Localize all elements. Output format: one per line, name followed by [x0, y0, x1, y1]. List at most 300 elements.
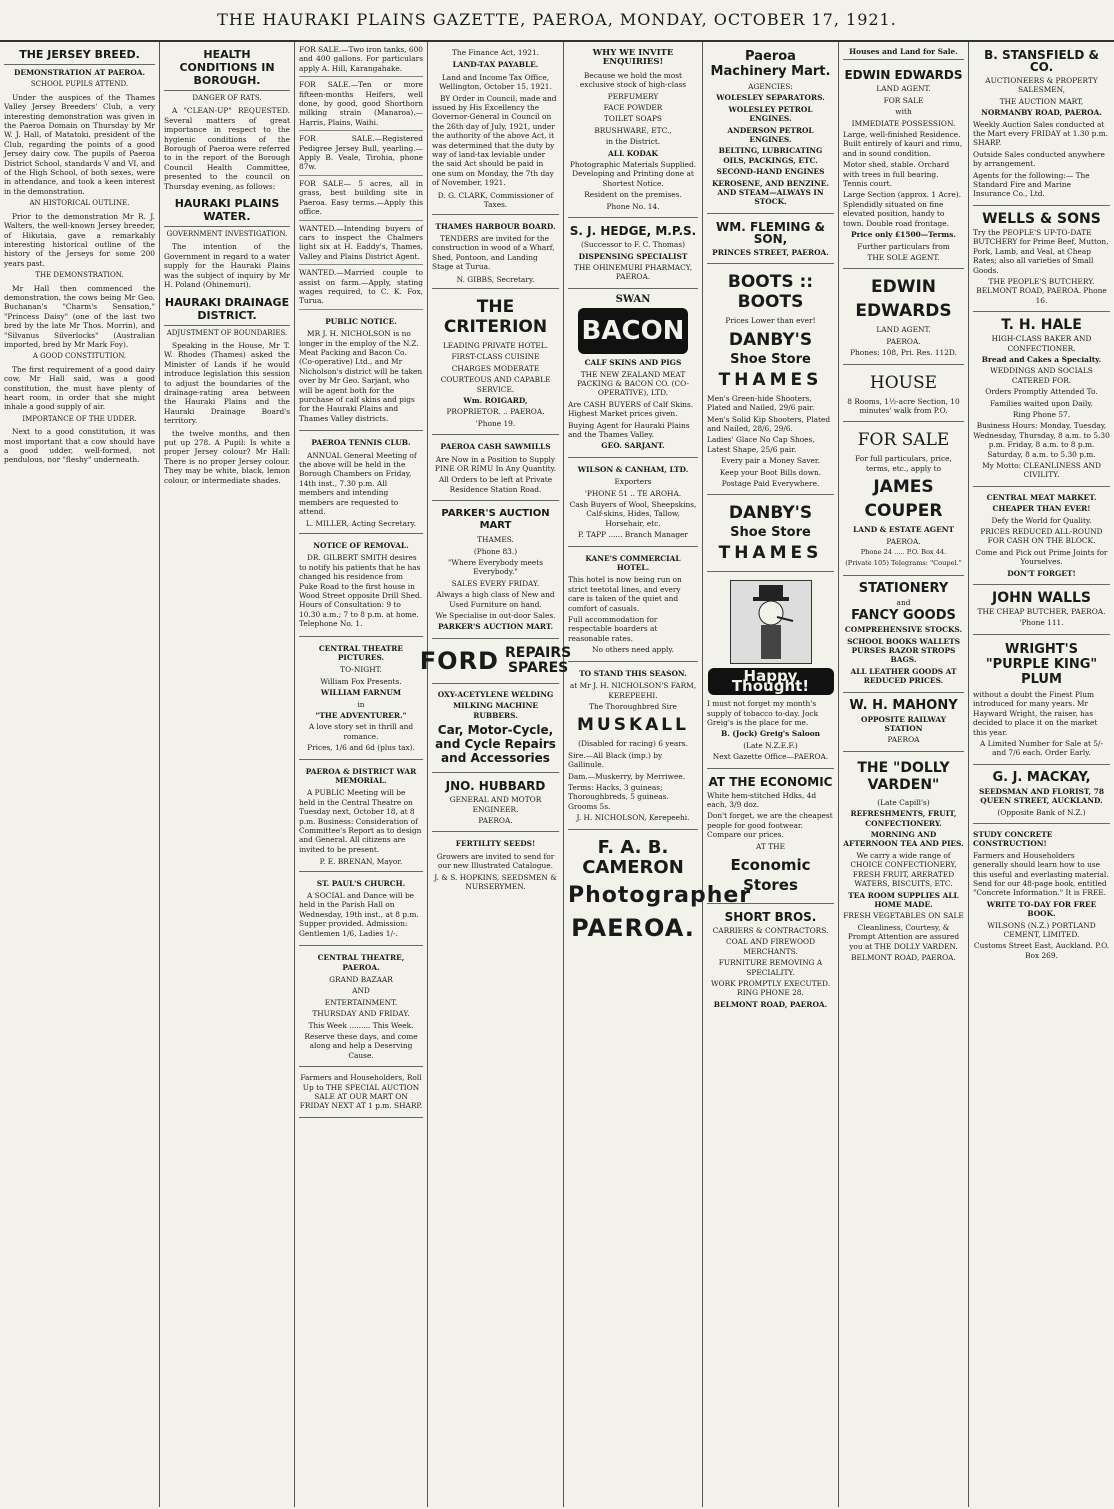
- ad-line: BRUSHWARE, ETC.,: [594, 125, 672, 135]
- notice-body: A PUBLIC Meeting will be held in the Central Theatre on Tuesday next, October 18, at 8 p.m. Business: Consideration of Committee's Report as to design and General. All citizens are invited to be present.: [299, 788, 422, 854]
- ad-title: B. STANSFIELD & CO.: [984, 48, 1099, 74]
- ad-line: TEA ROOM SUPPLIES ALL HOME MADE.: [848, 890, 959, 909]
- ad-line: For full particulars, price, terms, etc., apply to: [855, 454, 952, 473]
- ad-line: PAEROA.: [478, 815, 513, 825]
- stationery-ad: [843, 576, 964, 693]
- ad-line: ANDERSON PETROL ENGINES.: [727, 125, 814, 145]
- ad-line: ENTERTAINMENT.: [324, 997, 398, 1007]
- ad-line: THAMES: [718, 543, 823, 564]
- notice-signature: D. G. CLARK, Commissioner of Taxes.: [437, 190, 554, 210]
- ad-line: Next Gazette Office—PAEROA.: [712, 752, 829, 762]
- tennis-club-notice: [299, 431, 423, 534]
- notice-signature: L. MILLER, Acting Secretary.: [305, 519, 417, 529]
- ad-title: PARKER'S AUCTION MART: [441, 508, 550, 532]
- article-subhead: A GOOD CONSTITUTION.: [32, 352, 127, 361]
- ad-line: WILSONS (N.Z.) PORTLAND CEMENT, LIMITED.: [987, 920, 1096, 939]
- ad-line: THE PEOPLE'S BUTCHERY. BELMONT ROAD, PAEROA. Phone 16.: [976, 276, 1107, 305]
- ad-line: FRESH VEGETABLES ON SALE: [843, 911, 964, 921]
- ad-line: BELMONT ROAD, PAEROA.: [713, 999, 828, 1009]
- smoker-figure-icon: [731, 581, 811, 663]
- ad-title: WELLS & SONS: [982, 210, 1101, 227]
- article-paragraph: Under the auspices of the Thames Valley Jersey Breeders' Club, a very interesting demonstration was given in the Paeroa Domain on Thursday by Mr W. J. Hall, of Matatoki, president of the Club, regarding the points of a good Jersey dairy cow. The pupils of Paeroa District School, standards V and VI, and of the High School, of both sexes, were in attendance, and took a keen interest in the demonstration.: [4, 92, 155, 196]
- purple-king-plum-ad: [973, 635, 1110, 765]
- ad-line: (Late N.Z.E.F.): [743, 740, 798, 750]
- church-notice: [299, 872, 423, 946]
- ad-title: T. H. HALE: [1001, 317, 1082, 334]
- ad-line: FIRST-CLASS CUISINE: [451, 352, 540, 362]
- ad-line: CHEAPER THAN EVER!: [992, 504, 1091, 514]
- couper-ad: [843, 422, 964, 575]
- article-subhead: SCHOOL PUPILS ATTEND.: [30, 80, 129, 89]
- land-tax-notice: [432, 42, 559, 215]
- ad-line: CARRIERS & CONTRACTORS.: [712, 926, 829, 936]
- ad-line: (Private 105) Telegrams: "Coupel.": [845, 559, 962, 568]
- auction-notice: [299, 1067, 423, 1118]
- ad-line: Try the PEOPLE'S UP-TO-DATE BUTCHERY for Prime Beef, Mutton, Pork, Lamb, and Veal, at Cheap Rates; also all varieties of Small Goods.: [973, 227, 1109, 275]
- article-subhead: AN HISTORICAL OUTLINE.: [29, 199, 130, 208]
- ad-line: Defy the World for Quality.: [991, 515, 1092, 525]
- ad-line: WORK PROMPTLY EXECUTED. RING PHONE 28.: [710, 979, 831, 998]
- ad-line: Men's Solid Kip Shooters, Plated and Nailed, 28/6, 29/6.: [707, 414, 831, 433]
- enquiries-ad: [568, 42, 698, 218]
- ad-line: Exporters: [614, 477, 652, 487]
- ad-line: Shoe Store: [730, 351, 811, 367]
- notice-title: THAMES HARBOUR BOARD.: [435, 221, 556, 231]
- ad-line: CHARGES MODERATE: [451, 363, 540, 373]
- ad-line: Phones: 108, Pri. Res. 112D.: [850, 348, 957, 358]
- ad-line: Prices, 1/6 and 6d (plus tax).: [307, 743, 415, 753]
- ad-line: Sire.—All Black (imp.) by Gallinule.: [568, 750, 663, 770]
- ad-line: SALES EVERY FRIDAY.: [451, 578, 540, 588]
- ad-title: Paeroa Machinery Mart.: [710, 49, 831, 79]
- ad-line: A Limited Number for Sale at 5/- and 7/6 each. Order Early.: [979, 738, 1103, 758]
- dolly-varden-ad: [843, 752, 964, 969]
- ad-line: OXY-ACETYLENE WELDING: [437, 689, 554, 699]
- swan-bacon-ad: [568, 289, 698, 458]
- ford-logo: FORD: [419, 646, 499, 675]
- column-machinery: [703, 42, 839, 1507]
- article-paragraph: the twelve months, and then put up 278. A Pupil: Is white a proper Jersey colour? Mr Hall: There is no proper Jersey colour. They may be white, black, lemon colour, or intermediate shades.: [164, 428, 290, 485]
- ad-line: TOILET SOAPS: [604, 114, 662, 124]
- article-paragraph: Speaking in the House, Mr T. W. Rhodes (Thames) asked the Minister of Lands if he would introduce legislation this session to adjust the boundaries of the drainage-rating area between the Hauraki Plains and the Hauraki Drainage Board's territory.: [164, 340, 290, 426]
- ad-line: WRITE TO-DAY FOR FREE BOOK.: [986, 899, 1097, 919]
- concrete-ad: [973, 824, 1110, 966]
- ad-line: LAND AGENT.: [876, 84, 931, 94]
- ad-line: SPARES: [507, 660, 569, 677]
- ad-title: CENTRAL THEATRE PICTURES.: [318, 643, 404, 662]
- ad-line: Men's Green-hide Shooters, Plated and Nailed, 29/6 pair.: [707, 393, 815, 413]
- ad-line: FOR SALE: [883, 95, 924, 105]
- column-health-conditions: [160, 42, 295, 1507]
- banner-text: Happy Thought!: [731, 667, 810, 695]
- ad-line: MILKING MACHINE RUBBERS.: [453, 701, 538, 720]
- ad-line: A love story set in thrill and romance.: [308, 722, 414, 741]
- ad-line: P. TAPP ...... Branch Manager: [578, 530, 688, 540]
- ad-line: DANBY'S: [728, 329, 813, 350]
- ad-line: PERFUMERY: [607, 91, 659, 101]
- auction-mart-ad: [432, 501, 559, 639]
- ad-line: AUCTIONEERS & PROPERTY SALESMEN,: [985, 76, 1098, 95]
- ad-line: Don't forget, we are the cheapest people for good footwear. Compare our prices.: [707, 811, 833, 840]
- ad-line: Phone No. 14.: [606, 201, 660, 211]
- ad-line: 'Phone 19.: [475, 418, 516, 428]
- notice-title: PAEROA TENNIS CLUB.: [311, 438, 411, 448]
- ad-line: THAMES: [718, 369, 823, 390]
- ad-line: AND: [352, 986, 370, 996]
- ad-line: STUDY CONCRETE CONSTRUCTION!: [973, 829, 1053, 849]
- ad-title: HOUSE: [869, 372, 938, 393]
- ad-line: We carry a wide range of CHOICE CONFECTIONERY, FRESH FRUIT, ARERATED WATERS, BISCUITS, ETC.: [850, 850, 957, 889]
- notice-title: PAEROA & DISTRICT WAR MEMORIAL.: [305, 766, 417, 785]
- ad-line: "THE ADVENTURER.": [315, 710, 407, 720]
- notice-title: ST. PAUL'S CHURCH.: [316, 878, 406, 888]
- article-title: HAURAKI DRAINAGE DISTRICT.: [164, 296, 290, 326]
- ad-line: 'PHONE 51 .. TE AROHA.: [584, 488, 682, 498]
- column-notices: [419, 42, 572, 1507]
- ad-line: Every pair a Money Saver.: [721, 456, 820, 466]
- ad-line: FANCY GOODS: [851, 608, 956, 624]
- ad-line: and: [896, 597, 911, 607]
- ad-line: COUPER: [864, 501, 943, 522]
- criterion-hotel-ad: [432, 289, 559, 435]
- ad-line: DANBY'S: [728, 503, 813, 524]
- economic-ad: [707, 769, 834, 904]
- ad-line: AGENCIES:: [748, 82, 793, 91]
- ad-title: F. A. B. CAMERON: [582, 836, 684, 878]
- hubbard-ad: [432, 773, 559, 832]
- danbys-store-ad: [707, 495, 834, 572]
- column-butchers: [969, 42, 1114, 1507]
- ad-line: GEO. SARJANT.: [601, 441, 665, 451]
- ad-title: JNO. HUBBARD: [445, 779, 546, 794]
- ad-line: OPPOSITE RAILWAY STATION: [861, 714, 946, 734]
- masthead-title: THE HAURAKI PLAINS GAZETTE, PAEROA, MONDAY, OCTOBER 17, 1921.: [217, 10, 897, 29]
- ad-line: PROPRIETOR. .. PAEROA.: [446, 407, 545, 417]
- ad-line: Business Hours: Monday, Tuesday, Wednesday, Thursday, 8 a.m. to 5.30 p.m. Friday, 8 a.m. to 8 p.m. Saturday, 8 a.m. to 5.30 p.m.: [973, 421, 1110, 459]
- ad-line: We Specialise in out-door Sales.: [435, 611, 556, 621]
- ad-line: DISPENSING SPECIALIST: [578, 251, 688, 261]
- muskall-ad: [568, 662, 698, 830]
- article-subhead: ADJUSTMENT OF BOUNDARIES.: [166, 328, 288, 337]
- harbour-board-notice: [432, 215, 559, 289]
- notice-body: MR J. H. NICHOLSON is no longer in the employ of the N.Z. Meat Packing and Bacon Co. (Co-operative) Ltd., and Mr Nicholson's district will be taken over by Mr Geo. Sarjant, who will be agent both for the purchase of calf skins and pigs for the Hauraki Plains and Thames Valley districts.: [299, 329, 423, 423]
- ad-line: NORMANBY ROAD, PAEROA.: [981, 108, 1102, 118]
- ad-line: FACE POWDER: [603, 103, 663, 113]
- article-paragraph: The first requirement of a good dairy cow, Mr Hall said, was a good constitution, the must have plenty of heart room, in order that she might inhale a good supply of air.: [4, 364, 155, 412]
- notice-body: A SOCIAL and Dance will be held in the Parish Hall on Wednesday, 19th inst., at 8 p.m. Supper provided. Admission: Gentlemen 1/6, Ladies 1/-.: [299, 891, 419, 938]
- ad-line: All Orders to be left at Private Residence Station Road.: [438, 475, 553, 494]
- ad-title: G. J. MACKAY,: [992, 769, 1091, 785]
- ad-line: Farmers and Householders generally should learn how to use this useful and everlasting material. Send for our 48-page book, entitled "Concrete Information." It is FREE.: [973, 850, 1109, 898]
- ad-line: No others need apply.: [592, 645, 674, 655]
- article-subhead: GOVERNMENT INVESTIGATION.: [166, 230, 288, 239]
- ad-line: GENERAL AND MOTOR ENGINEER.: [449, 795, 542, 814]
- ad-line: Full accommodation for respectable boarders at reasonable rates.: [568, 615, 658, 643]
- ad-line: Come and Pick out Prime Joints for Yourselves.: [975, 547, 1108, 567]
- ad-line: ALL KODAK: [608, 148, 658, 158]
- ad-line: AT THE: [756, 841, 785, 851]
- notice-body: DR. GILBERT SMITH desires to notify his patients that he has changed his residence from Puke Road to the first house in Wood Street opposite Drill Shed. Hours of Consultation: 9 to 10.30 a.m.; 7 to 8 p.m. at home. Telephone No. 1.: [299, 553, 423, 629]
- ad-line: (Late Capill's): [877, 797, 930, 807]
- column-land-agents: [839, 42, 969, 1507]
- ad-line: White hem-stitched Hdks, 4d each, 3/9 doz.: [707, 790, 817, 809]
- article-paragraph: A "CLEAN-UP" REQUESTED. Several matters of great importance in respect to the hygienic conditions of the Borough of Paeroa were referred to in the report of the Borough Council Health Committee, presented to the council on Thursday evening, as follows:: [164, 106, 290, 191]
- ad-line: Outside Sales conducted anywhere by arrangement.: [973, 149, 1105, 169]
- ad-line: PAEROA.: [886, 336, 921, 346]
- ad-line: J. & S. HOPKINS, SEEDSMEN & NURSERYMEN.: [434, 872, 557, 891]
- kanes-hotel-ad: [568, 547, 698, 662]
- ad-line: in the District.: [605, 137, 661, 147]
- ad-line: Always a high class of New and Used Furniture on hand.: [436, 590, 555, 609]
- ad-line: (Phone 83.): [473, 546, 518, 556]
- notice-title: NOTICE OF REMOVAL.: [313, 540, 409, 550]
- sawmills-ad: [432, 435, 559, 501]
- ad-line: William Fox Presents.: [320, 676, 402, 686]
- ad-line: This Week ......... This Week.: [308, 1020, 414, 1030]
- ad-line: HIGH-CLASS BAKER AND CONFECTIONER.: [991, 334, 1092, 353]
- house-ad: [843, 365, 964, 423]
- bacon-logo-text: BACON: [581, 316, 685, 347]
- ad-line: THE OHINEMURI PHARMACY, PAEROA.: [573, 262, 693, 282]
- seeds-ad: [432, 832, 559, 897]
- ad-line: WILLIAM FARNUM: [320, 688, 402, 698]
- ad-line: Ladies' Glace No Cap Shoes, Latest Shape, 25/6 pair.: [707, 435, 815, 454]
- article-title: HAURAKI PLAINS WATER.: [164, 197, 290, 227]
- ad-line: MORNING AND AFTERNOON TEA AND PIES.: [843, 830, 964, 849]
- section-heading: Houses and Land for Sale.: [843, 44, 964, 60]
- ad-line: Agents for the following:— The Standard Fire and Marine Insurance Co., Ltd.: [973, 170, 1090, 199]
- ad-line: at Mr J. H. NICHOLSON'S FARM, KEREPEEHI.: [569, 681, 697, 700]
- notice-body: BY Order in Council, made and issued by His Excellency the Governor-General in Council on the 26th day of July, 1921, under the authority of the above Act, it was determined that the duty by way of land-tax leviable under the said Act should be paid in one sum on Monday, the 7th day of November, 1921.: [432, 93, 557, 188]
- ad-line: Resident on the premises.: [584, 190, 682, 200]
- ad-line: ALL LEATHER GOODS AT REDUCED PRICES.: [850, 666, 957, 686]
- ad-line: EDWARDS: [855, 301, 952, 322]
- hale-bakery-ad: [973, 312, 1110, 487]
- article-paragraph: The intention of the Government in regard to a water supply for the Hauraki Plains was the subject of inquiry by Mr H. Poland (Ohinemuri).: [164, 242, 290, 290]
- edwards-sale-ad: [843, 62, 964, 269]
- ad-line: LAND & ESTATE AGENT: [853, 525, 954, 535]
- ad-line: Shoe Store: [730, 525, 811, 541]
- ad-line: Cleanliness, Courtesy, & Prompt Attention are assured you at THE DOLLY VARDEN.: [847, 922, 960, 951]
- ad-line: GRAND BAZAAR: [329, 974, 393, 984]
- ad-line: This hotel is now being run on strict teetotal lines, and every care is taken of the quiet and comfort of casuals.: [568, 575, 682, 613]
- article-title: HEALTH CONDITIONS IN BOROUGH.: [164, 48, 290, 91]
- ad-line: (Opposite Bank of N.Z.): [997, 807, 1086, 817]
- ad-line: Cash Buyers of Wool, Sheepskins, Calf-skins, Hides, Tallow, Horsehair, etc.: [569, 500, 697, 528]
- fleming-ad: [707, 214, 834, 264]
- ad-line: My Motto: CLEANLINESS AND CIVILITY.: [982, 461, 1101, 480]
- ad-line: Farmers and Householders, Roll Up to THE SPECIAL AUCTION SALE AT OUR MART ON FRIDAY NEXT AT 1 p.m. SHARP.: [299, 1073, 423, 1111]
- ad-line: J. H. NICHOLSON, Kerepeehi.: [576, 813, 690, 823]
- ad-line: SEEDSMAN AND FLORIST, 78 QUEEN STREET, AUCKLAND.: [978, 786, 1104, 806]
- ad-title: W. H. MAHONY: [849, 697, 958, 713]
- john-walls-ad: [973, 585, 1110, 635]
- ad-title: EDWIN EDWARDS: [844, 68, 963, 83]
- ad-line: CENTRAL MEAT MARKET.: [986, 492, 1097, 502]
- happy-thought-banner: [708, 668, 834, 695]
- ad-line: Because we hold the most exclusive stock of high-class: [579, 70, 687, 90]
- ad-line: STATIONERY: [858, 580, 949, 596]
- ad-title: WRIGHT'S "PURPLE KING" PLUM: [985, 641, 1098, 687]
- ad-title: CENTRAL THEATRE, PAEROA.: [317, 953, 405, 972]
- notice-title: PUBLIC NOTICE.: [325, 316, 397, 326]
- ad-line: WOLESLEY PETROL ENGINES.: [728, 104, 813, 124]
- ad-line: BELMONT ROAD, PAEROA.: [851, 952, 956, 962]
- ad-line: SECOND-HAND ENGINES: [716, 167, 825, 177]
- ad-line: (Successor to F. C. Thomas): [580, 240, 686, 250]
- column-pharmacy: [564, 42, 752, 1507]
- ad-line: 8 Rooms, 1½-acre Section, 10 minutes' walk from P.O.: [847, 396, 960, 415]
- ford-ad: [419, 639, 572, 684]
- ad-line: PAEROA: [887, 735, 920, 745]
- ad-title: JOHN WALLS: [992, 590, 1091, 607]
- ad-line: WEDDINGS AND SOCIALS CATERED FOR.: [990, 366, 1093, 385]
- ad-line: Phone 24 ..... P.O. Box 44.: [860, 547, 947, 556]
- ad-line: Bread and Cakes a Specialty.: [981, 354, 1102, 364]
- ad-line: Reserve these days, and come along and help a Deserving Cause.: [304, 1031, 418, 1060]
- ad-line: in: [357, 699, 365, 709]
- ad-title: KANE'S COMMERCIAL HOTEL.: [585, 553, 681, 573]
- article-subhead: THE DEMONSTRATION.: [35, 271, 124, 280]
- mahony-ad: [843, 693, 964, 752]
- ad-line: Orders Promptly Attended To.: [985, 387, 1098, 397]
- ad-line: THE CHEAP BUTCHER, PAEROA.: [977, 607, 1106, 617]
- stansfield-ad: [973, 42, 1110, 206]
- ad-line: Dam.—Muskerry, by Merriwee.: [568, 771, 686, 781]
- ad-line: Keep your Boot Bills down.: [719, 467, 822, 477]
- tobacco-ad: [707, 572, 834, 768]
- ad-line: THE SOLE AGENT.: [867, 252, 940, 262]
- welding-ad: [432, 684, 559, 773]
- theatre-ad: [299, 637, 423, 760]
- article-subhead: DANGER OF RATS.: [192, 94, 262, 102]
- edwards-agent-ad: [843, 269, 964, 364]
- ad-line: Growers are invited to send for our new Illustrated Catalogue.: [436, 851, 555, 871]
- ad-line: REFRESHMENTS, FRUIT, CONFECTIONERY.: [850, 809, 957, 828]
- ad-line: "Where Everybody meets Everybody.": [448, 558, 543, 577]
- wells-sons-ad: [973, 206, 1110, 312]
- classified-ad: FOR SALE.—Registered Pedigree Jersey Bull, yearling.—Apply B. Veale, Tirohia, phone 87w.: [299, 131, 423, 176]
- ad-line: TO-NIGHT.: [340, 665, 382, 675]
- ad-line: LEADING PRIVATE HOTEL.: [442, 340, 549, 350]
- danbys-boots-ad: [707, 264, 834, 495]
- ad-line: Car, Motor-Cycle, and Cycle Repairs and Accessories: [435, 723, 556, 766]
- ad-line: EDWIN: [870, 277, 937, 298]
- ad-line: Wm. ROIGARD,: [463, 395, 528, 405]
- ad-line: LAND AGENT.: [876, 325, 931, 335]
- notice-signature: P. E. BRENAN, Mayor.: [319, 857, 403, 867]
- removal-notice: [299, 534, 423, 637]
- notice-title: LAND-TAX PAYABLE.: [452, 60, 539, 70]
- short-bros-ad: [707, 904, 834, 1015]
- ad-line: CALF SKINS AND PIGS: [584, 358, 682, 368]
- column-classifieds: [295, 42, 428, 1507]
- ad-line: Large Section (approx. 1 Acre). Splendidly situated on fine elevated position, handy to town. Double road frontage.: [843, 190, 962, 228]
- ad-line: Weekly Auction Sales conducted at the Mart every FRIDAY at 1.30 p.m. SHARP.: [973, 119, 1109, 148]
- ad-line: THE NEW ZEALAND MEAT PACKING & BACON CO. (CO-OPERATIVE), LTD.: [576, 369, 690, 398]
- ad-line: PAEROA.: [886, 536, 921, 546]
- ad-line: JAMES: [873, 477, 934, 498]
- machinery-mart-ad: [707, 42, 834, 214]
- ad-line: Photographer: [568, 882, 752, 908]
- classified-ad: FOR SALE.—Ten or more fifteen-months Heifers, well done, by good, good Shorthorn milking strain (Manaroa).—Harris, Plains, Waihi.: [299, 77, 423, 131]
- bacon-logo: [578, 308, 688, 354]
- classified-ad: FOR SALE— 5 acres, all in grass, best building site in Paeroa. Easy terms.—Apply this office.: [299, 176, 423, 221]
- ad-line: SCHOOL BOOKS WALLETS PURSES RAZOR STROPS BAGS.: [847, 636, 960, 665]
- wilson-canham-ad: [568, 458, 698, 547]
- ad-line: DON'T FORGET!: [1007, 568, 1076, 578]
- ad-line: Ring Phone 57.: [1012, 409, 1071, 419]
- public-notice: [299, 310, 423, 431]
- ad-line: SWAN: [615, 293, 651, 305]
- ad-title: TO STAND THIS SEASON.: [579, 668, 687, 678]
- ad-line: WOLESLEY SEPARATORS.: [716, 93, 825, 103]
- article-paragraph: Prior to the demonstration Mr R. J. Walters, the well-known Jersey breeder, of Hikutaia, gave a remarkably interesting historical outline of the history of the Jerseys for some 200 years past.: [4, 211, 155, 268]
- ad-line: PARKER'S AUCTION MART.: [437, 622, 554, 632]
- smoker-illustration: [730, 580, 812, 664]
- ad-line: Land and Income Tax Office, Wellington, October 15, 1921.: [439, 72, 552, 92]
- ad-line: Further particulars from: [857, 241, 950, 251]
- ad-line: Families waited upon Daily.: [990, 398, 1093, 408]
- ad-line: (Disabled for racing) 6 years.: [578, 739, 688, 749]
- article-paragraph: Next to a good constitution, it was most important that a cow should have a good udder, well-formed, not pendulous, nor "fleshy" underneath.: [4, 427, 155, 465]
- ad-title: WILSON & CANHAM, LTD.: [577, 464, 689, 474]
- ad-line: I must not forget my month's supply of tobacco to-day. Jock Greig's is the place for me.: [707, 699, 819, 727]
- ad-line: COURTEOUS AND CAPABLE SERVICE.: [440, 375, 551, 394]
- war-memorial-notice: [299, 760, 423, 872]
- ad-line: COMPREHENSIVE STOCKS.: [844, 625, 963, 635]
- ad-title: PAEROA CASH SAWMILLS: [440, 442, 551, 452]
- ad-line: B. (Jock) Greig's Saloon: [720, 729, 821, 739]
- ad-title: THE CRITERION: [443, 296, 548, 337]
- ad-line: KEROSENE, AND BENZINE. AND STEAM—ALWAYS IN STOCK.: [711, 178, 830, 207]
- ad-line: The Thoroughbred Sire: [589, 701, 677, 711]
- ad-line: THURSDAY AND FRIDAY.: [312, 1009, 410, 1019]
- ad-title: AT THE ECONOMIC: [708, 774, 833, 789]
- ad-line: Buying Agent for Hauraki Plains and the Thames Valley.: [568, 420, 690, 439]
- ad-title: FOR SALE: [857, 430, 950, 451]
- ad-line: FURNITURE REMOVING A SPECIALITY.: [718, 958, 823, 977]
- ad-line: Motor shed, stable. Orchard with trees in full bearing. Tennis court.: [843, 160, 950, 189]
- ad-line: PRICES REDUCED ALL-ROUND FOR CASH ON THE BLOCK.: [980, 527, 1103, 546]
- ad-title: WM. FLEMING & SON,: [716, 219, 825, 246]
- article-title: THE JERSEY BREED.: [4, 48, 155, 65]
- ad-line: Large, well-finished Residence. Built entirely of kauri and rimu, and in sound condition.: [843, 130, 963, 158]
- ad-title: FERTILITY SEEDS!: [455, 839, 536, 849]
- ad-line: COAL AND FIREWOOD MERCHANTS.: [725, 937, 816, 956]
- ad-line: Economic Stores: [730, 856, 811, 895]
- photographer-ad: [568, 830, 752, 950]
- ad-line: Are CASH BUYERS of Calf Skins. Highest Market prices given.: [568, 399, 694, 419]
- ad-line: Terms: Hacks, 3 guineas; Thoroughbreds, 5 guineas. Grooms 5s.: [568, 782, 669, 811]
- ad-line: with: [895, 107, 912, 117]
- ad-line: THE AUCTION MART,: [999, 96, 1084, 106]
- notice-body: ANNUAL General Meeting of the above will be held in the Borough Chambers on Friday, 14th inst., 7.30 p.m. All members and intending members are requested to attend.: [299, 450, 417, 517]
- hedge-pharmacy-ad: [568, 218, 698, 289]
- classified-ad: WANTED.—Intending buyers of cars to inspect the Chalmers light six at H. Eaddy's, Thames, Valley and Plains District Agent.: [299, 221, 423, 266]
- ad-line: Are Now in a Position to Supply PINE OR RIMU In Any Quantity.: [434, 454, 557, 473]
- ad-line: Price only £1500—Terms.: [851, 230, 956, 240]
- notice-body: TENDERS are invited for the construction in wood of a Wharf, Shed, Pontoon, and Landing Stage at Turua.: [432, 233, 555, 272]
- article-paragraph: Mr Hall then commenced the demonstration, the cows being Mr Geo. Buchanan's "Charm's Sensation," "Princess Daisy" (one of the last two bred by the late Mr Thos. Morrin), and "Silvanus Silverlocks" (Australian imported, bred by Mr Mark Foy).: [4, 283, 155, 349]
- column-jersey-breed: [0, 42, 160, 1507]
- ad-title: S. J. HEDGE, M.P.S.: [569, 224, 697, 239]
- ad-title: THE "DOLLY VARDEN": [857, 759, 950, 793]
- notice-signature: N. GIBBS, Secretary.: [456, 274, 535, 284]
- ad-line: THAMES.: [477, 535, 514, 545]
- ad-title: WHY WE INVITE ENQUIRIES!: [592, 48, 674, 68]
- ad-line: The Finance Act, 1921.: [452, 48, 539, 57]
